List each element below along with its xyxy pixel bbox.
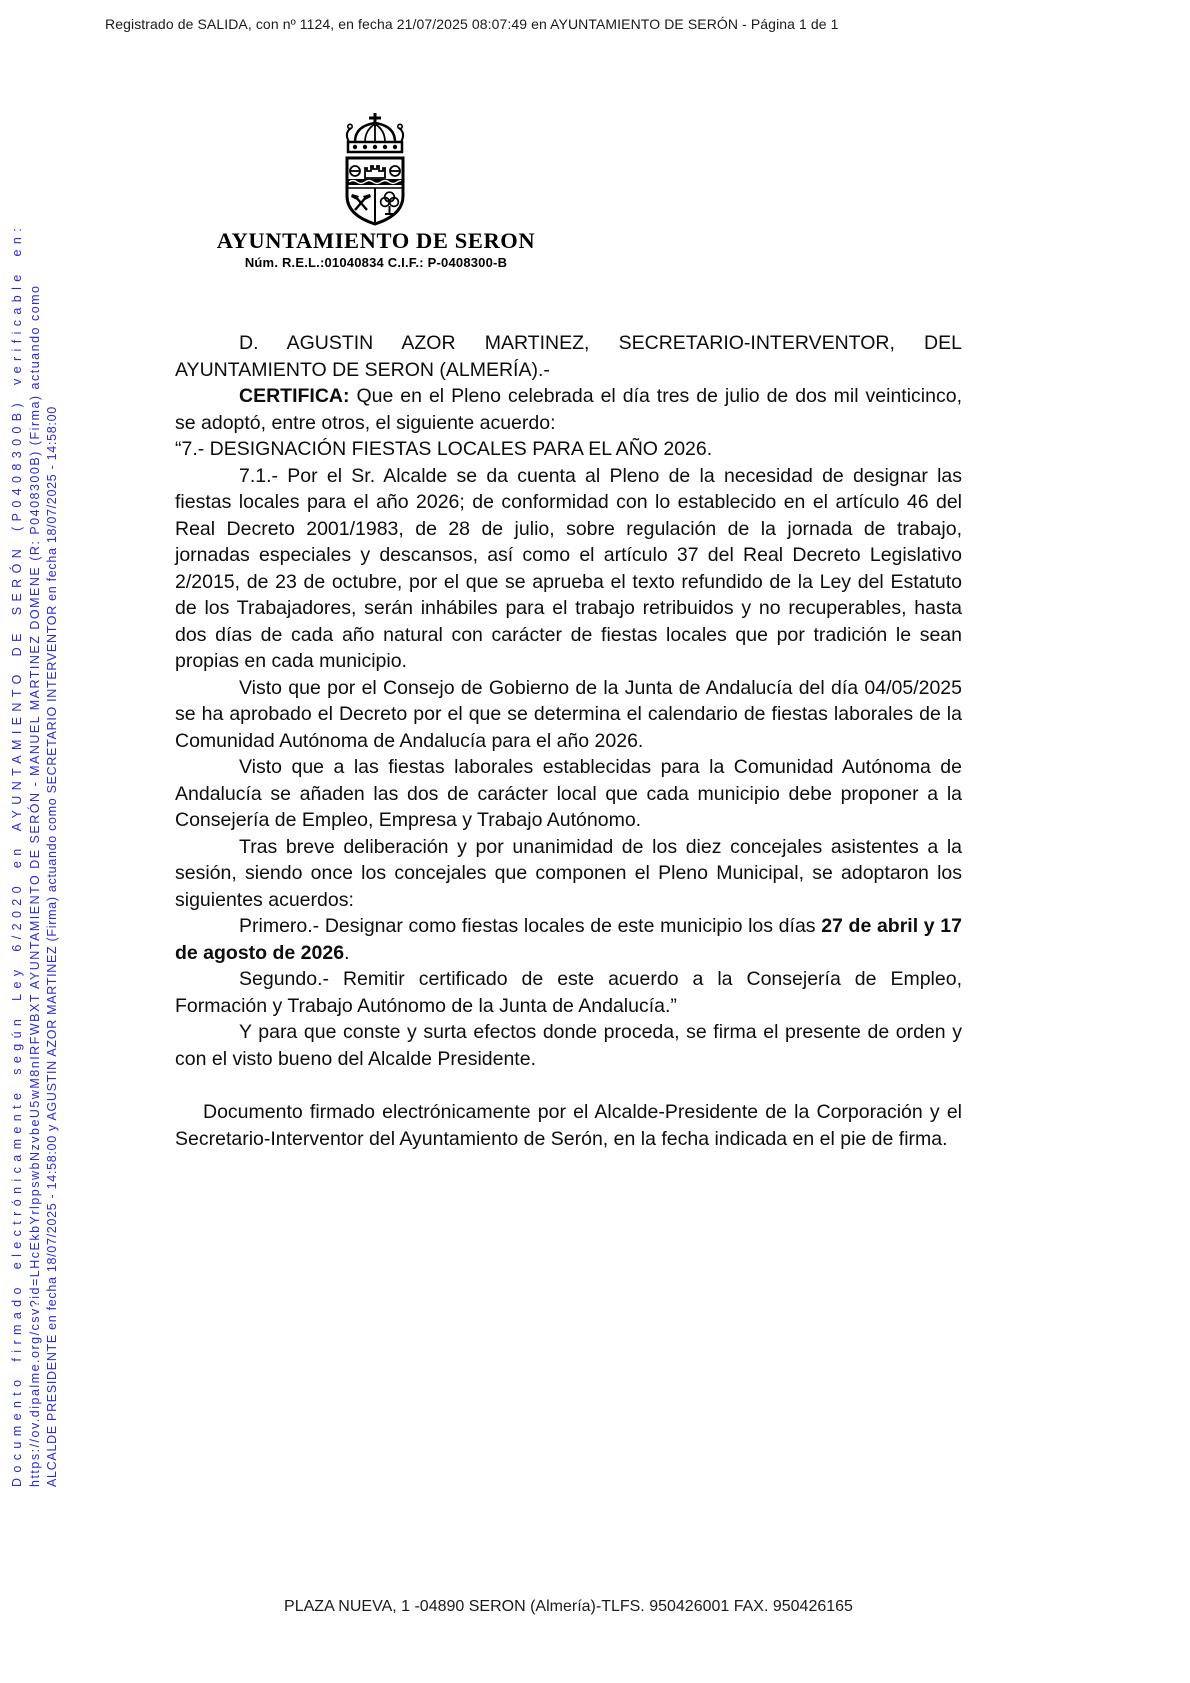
stamp-line-1: Documento firmado electrónicamente según Ley 6/2020 en AYUNTAMIENTO DE SERÓN (P0408300B) verificable en: <box>10 222 24 1487</box>
footer-address: PLAZA NUEVA, 1 -04890 SERON (Almería)-TLFS. 950426001 FAX. 950426165 <box>284 1598 853 1615</box>
paragraph: D. AGUSTIN AZOR MARTINEZ, SECRETARIO-INTERVENTOR, DEL AYUNTAMIENTO DE SERON (ALMERÍA).- <box>175 332 962 381</box>
document-body <box>175 330 962 1152</box>
electronic-signature-stamp <box>9 187 62 1487</box>
paragraph: Y para que conste y surta efectos donde proceda, se firma el presente de orden y con el visto bueno del Alcalde Presidente. <box>175 1021 962 1070</box>
paragraph: CERTIFICA: Que en el Pleno celebrada el día tres de julio de dos mil veinticinco, se adoptó, entre otros, el siguiente acuerdo: <box>175 385 962 434</box>
registration-header: Registrado de SALIDA, con nº 1124, en fecha 21/07/2025 08:07:49 en AYUNTAMIENTO DE SERÓN - Página 1 de 1 <box>105 16 839 32</box>
paragraph: 7.1.- Por el Sr. Alcalde se da cuenta al Pleno de la necesidad de designar las fiestas locales para el año 2026; de conformidad con lo establecido en el artículo 46 del Real Decreto 2001/1983, de 28 de julio, sobre regulación de la jornada de trabajo, jornadas especiales y descansos, así como el artículo 37 del Real Decreto Legislativo 2/2015, de 23 de octubre, por el que se aprueba el texto refundido de la Ley del Estatuto de los Trabajadores, serán inhábiles para el trabajo retribuidos y no recuperables, hasta dos días de cada año natural con carácter de fiestas locales que por tradición le sean propias en cada municipio. <box>175 464 962 672</box>
paragraph: Segundo.- Remitir certificado de este acuerdo a la Consejería de Empleo, Formación y Trabajo Autónomo de la Junta de Andalucía.” <box>175 968 962 1017</box>
paragraph: Primero.- Designar como fiestas locales de este municipio los días 27 de abril y 17 de agosto de 2026. <box>175 915 962 964</box>
org-name: AYUNTAMIENTO DE SERON <box>216 228 536 253</box>
paragraph: Documento firmado electrónicamente por el Alcalde-Presidente de la Corporación y el Secretario-Interventor del Ayuntamiento de Serón, en la fecha indicada en el pie de firma. <box>175 1101 962 1150</box>
org-registry-ids: Núm. R.E.L.:01040834 C.I.F.: P-0408300-B <box>244 255 508 270</box>
stamp-line-3: ALCALDE PRESIDENTE en fecha 18/07/2025 - 14:58:00 y AGUSTIN AZOR MARTINEZ (Firma) actuando como SECRETARIO INTERVENTOR en fecha 18/07/2025 - 14:58:00 <box>45 406 59 1487</box>
seron-coat-of-arms-icon <box>325 110 425 237</box>
paragraph: Tras breve deliberación y por unanimidad de los diez concejales asistentes a la sesión, siendo once los concejales que componen el Pleno Municipal, se adoptaron los siguientes acuerdos: <box>175 835 962 911</box>
paragraph: “7.- DESIGNACIÓN FIESTAS LOCALES PARA EL AÑO 2026. <box>175 438 713 460</box>
paragraph: Visto que a las fiestas laborales establecidas para la Comunidad Autónoma de Andalucía se añaden las dos de carácter local que cada municipio debe proponer a la Consejería de Empleo, Empresa y Trabajo Autónomo. <box>175 756 962 831</box>
paragraph: Visto que por el Consejo de Gobierno de la Junta de Andalucía del día 04/05/2025 se ha aprobado el Decreto por el que se determina el calendario de fiestas laborales de la Comunidad Autónoma de Andalucía para el año 2026. <box>175 676 962 752</box>
stamp-line-2: https://ov.dipalme.org/csv?id=LHcEkbYrlppswbNzvbeU5wM8nIRFWBXT AYUNTAMIENTO DE SERÓN - MANUEL MARTINEZ DOMENE (R: P0408300B) (Firma) actuando como <box>27 284 42 1487</box>
